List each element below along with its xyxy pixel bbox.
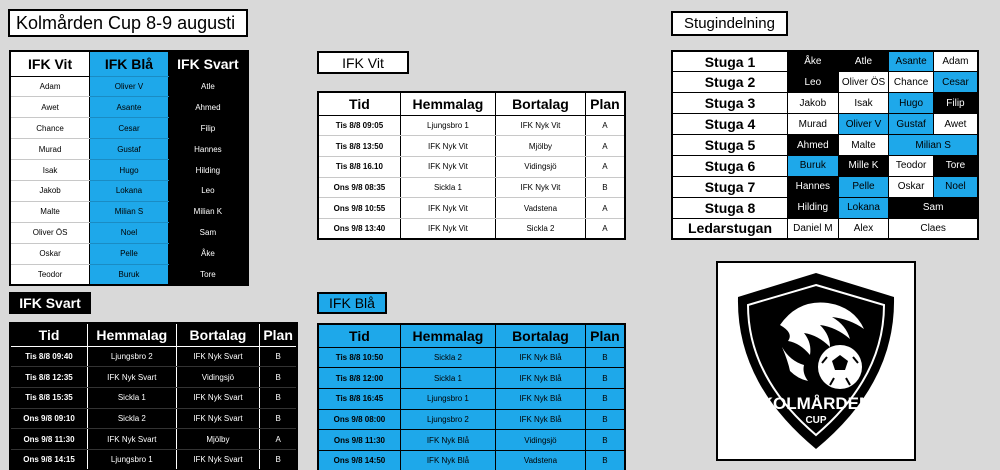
field: B xyxy=(260,449,297,470)
match-row xyxy=(318,156,625,177)
page-title: Kolmården Cup 8-9 augusti xyxy=(8,9,248,37)
roster-cell-vit: Murad xyxy=(10,139,90,160)
roster-header-bla: IFK Blå xyxy=(90,51,169,76)
away-team: Vidingsjö xyxy=(496,430,586,451)
cabin-member: Sam xyxy=(889,197,978,218)
col-hemmalag: Hemmalag xyxy=(400,324,495,347)
home-team: IFK Nyk Svart xyxy=(88,367,177,388)
cabin-member: Ahmed xyxy=(788,135,839,156)
field: B xyxy=(585,347,625,368)
home-team: Sickla 1 xyxy=(88,387,177,408)
cabin-name: Stuga 2 xyxy=(672,72,788,93)
cabin-member: Tore xyxy=(933,155,978,176)
cabin-row xyxy=(672,72,978,93)
cabin-member: Teodor xyxy=(889,155,934,176)
home-team: Sickla 2 xyxy=(88,408,177,429)
match-time: Ons 9/8 11:30 xyxy=(10,429,88,450)
match-row xyxy=(318,388,625,409)
match-time: Tis 8/8 13:50 xyxy=(318,136,400,157)
svart-schedule-table xyxy=(9,322,298,470)
cabin-row xyxy=(672,197,978,218)
vit-schedule-table xyxy=(317,91,626,240)
cabin-member: Lokana xyxy=(838,197,889,218)
match-time: Ons 9/8 11:30 xyxy=(318,430,400,451)
cabin-name: Stuga 6 xyxy=(672,155,788,176)
match-row xyxy=(318,115,625,136)
roster-row xyxy=(10,264,248,285)
home-team: Ljungsbro 2 xyxy=(400,409,495,430)
col-bortalag: Bortalag xyxy=(176,323,260,346)
roster-cell-vit: Chance xyxy=(10,118,90,139)
stugindelning-table xyxy=(671,50,979,240)
match-time: Tis 8/8 16.10 xyxy=(318,156,400,177)
roster-cell-vit: Isak xyxy=(10,160,90,181)
match-time: Tis 8/8 16:45 xyxy=(318,388,400,409)
away-team: IFK Nyk Blå xyxy=(496,368,586,389)
roster-cell-vit: Awet xyxy=(10,97,90,118)
away-team: IFK Nyk Vit xyxy=(496,177,586,198)
roster-cell-vit: Oskar xyxy=(10,243,90,264)
home-team: IFK Nyk Vit xyxy=(400,136,495,157)
roster-cell-bla: Gustaf xyxy=(90,139,169,160)
col-tid: Tid xyxy=(318,92,400,115)
cabin-row xyxy=(672,155,978,176)
home-team: Sickla 1 xyxy=(400,368,495,389)
match-row xyxy=(318,177,625,198)
cabin-name: Stuga 8 xyxy=(672,197,788,218)
away-team: IFK Nyk Svart xyxy=(176,346,260,367)
home-team: Ljungsbro 2 xyxy=(88,346,177,367)
match-time: Ons 9/8 08:00 xyxy=(318,409,400,430)
cabin-name: Stuga 5 xyxy=(672,135,788,156)
home-team: Sickla 2 xyxy=(400,347,495,368)
match-row xyxy=(318,136,625,157)
away-team: IFK Nyk Svart xyxy=(176,449,260,470)
home-team: Sickla 1 xyxy=(400,177,495,198)
schedule-header-row xyxy=(318,92,625,115)
cabin-member: Isak xyxy=(838,93,889,114)
match-row xyxy=(318,347,625,368)
cabin-member: Buruk xyxy=(788,155,839,176)
home-team: IFK Nyk Vit xyxy=(400,218,495,239)
match-row xyxy=(318,198,625,219)
cabin-member: Murad xyxy=(788,114,839,135)
cabin-member: Awet xyxy=(933,114,978,135)
col-plan: Plan xyxy=(585,324,625,347)
cabin-member: Asante xyxy=(889,51,934,72)
cabin-row xyxy=(672,135,978,156)
roster-header-svart: IFK Svart xyxy=(168,51,248,76)
col-plan: Plan xyxy=(260,323,297,346)
away-team: Mjölby xyxy=(496,136,586,157)
schedule-header-row xyxy=(10,323,297,346)
schedule-header-row xyxy=(318,324,625,347)
roster-cell-bla: Noel xyxy=(90,222,169,243)
field: B xyxy=(585,450,625,470)
match-time: Tis 8/8 15:35 xyxy=(10,387,88,408)
col-tid: Tid xyxy=(318,324,400,347)
cabin-member: Atle xyxy=(838,51,889,72)
cabin-name: Ledarstugan xyxy=(672,218,788,239)
cabin-member: Malte xyxy=(838,135,889,156)
roster-cell-bla: Asante xyxy=(90,97,169,118)
match-time: Tis 8/8 09:40 xyxy=(10,346,88,367)
field: B xyxy=(585,177,625,198)
col-tid: Tid xyxy=(10,323,88,346)
cabin-name: Stuga 3 xyxy=(672,93,788,114)
cabin-member: Chance xyxy=(889,72,934,93)
cabin-member: Alex xyxy=(838,218,889,239)
match-time: Ons 9/8 09:10 xyxy=(10,408,88,429)
team-roster-table xyxy=(9,50,249,286)
cabin-member: Jakob xyxy=(788,93,839,114)
cabin-member: Gustaf xyxy=(889,114,934,135)
cabin-row xyxy=(672,218,978,239)
field: B xyxy=(585,368,625,389)
col-bortalag: Bortalag xyxy=(496,324,586,347)
match-row xyxy=(10,429,297,450)
roster-cell-vit: Teodor xyxy=(10,264,90,285)
cabin-member: Oliver V xyxy=(838,114,889,135)
home-team: IFK Nyk Blå xyxy=(400,430,495,451)
roster-cell-svart: Milian K xyxy=(168,201,248,222)
cabin-member: Noel xyxy=(933,176,978,197)
logo-emblem xyxy=(718,263,914,459)
field: B xyxy=(585,430,625,451)
away-team: IFK Nyk Blå xyxy=(496,388,586,409)
away-team: Vadstena xyxy=(496,198,586,219)
field: A xyxy=(585,156,625,177)
match-row xyxy=(318,218,625,239)
roster-cell-svart: Sam xyxy=(168,222,248,243)
home-team: IFK Nyk Blå xyxy=(400,450,495,470)
col-hemmalag: Hemmalag xyxy=(88,323,177,346)
cabin-member: Hugo xyxy=(889,93,934,114)
away-team: Sickla 2 xyxy=(496,218,586,239)
cabin-member: Adam xyxy=(933,51,978,72)
cabin-row xyxy=(672,93,978,114)
home-team: Ljungsbro 1 xyxy=(400,388,495,409)
cabin-row xyxy=(672,51,978,72)
field: B xyxy=(260,408,297,429)
match-row xyxy=(318,368,625,389)
bla-section-title: IFK Blå xyxy=(317,292,387,314)
roster-cell-svart: Ahmed xyxy=(168,97,248,118)
cabin-name: Stuga 7 xyxy=(672,176,788,197)
stugindelning-title: Stugindelning xyxy=(671,11,788,36)
roster-row xyxy=(10,180,248,201)
field: B xyxy=(260,387,297,408)
logo-main-text: KOLMÅRDEN xyxy=(760,394,872,413)
home-team: IFK Nyk Svart xyxy=(88,429,177,450)
match-time: Tis 8/8 12:00 xyxy=(318,368,400,389)
cabin-name: Stuga 1 xyxy=(672,51,788,72)
field: A xyxy=(585,136,625,157)
logo-sub-text: CUP xyxy=(805,415,827,426)
away-team: IFK Nyk Svart xyxy=(176,387,260,408)
match-row xyxy=(318,430,625,451)
cabin-member: Hannes xyxy=(788,176,839,197)
match-time: Ons 9/8 10:55 xyxy=(318,198,400,219)
match-time: Tis 8/8 09:05 xyxy=(318,115,400,136)
roster-row xyxy=(10,76,248,97)
field: A xyxy=(585,115,625,136)
home-team: Ljungsbro 1 xyxy=(88,449,177,470)
field: A xyxy=(585,218,625,239)
roster-cell-vit: Adam xyxy=(10,76,90,97)
away-team: IFK Nyk Blå xyxy=(496,347,586,368)
cabin-member: Daniel M xyxy=(788,218,839,239)
roster-cell-vit: Oliver ÖS xyxy=(10,222,90,243)
cabin-member: Åke xyxy=(788,51,839,72)
roster-cell-bla: Pelle xyxy=(90,243,169,264)
roster-cell-svart: Hilding xyxy=(168,160,248,181)
home-team: IFK Nyk Vit xyxy=(400,156,495,177)
roster-cell-svart: Tore xyxy=(168,264,248,285)
roster-row xyxy=(10,118,248,139)
match-row xyxy=(10,408,297,429)
cabin-member: Hilding xyxy=(788,197,839,218)
field: B xyxy=(260,367,297,388)
bla-schedule-table xyxy=(317,323,626,470)
cabin-row xyxy=(672,114,978,135)
match-time: Tis 8/8 10:50 xyxy=(318,347,400,368)
roster-row xyxy=(10,139,248,160)
roster-cell-vit: Jakob xyxy=(10,180,90,201)
roster-row xyxy=(10,97,248,118)
match-row xyxy=(318,409,625,430)
roster-row xyxy=(10,222,248,243)
svart-section-title: IFK Svart xyxy=(9,292,91,314)
match-time: Tis 8/8 12:35 xyxy=(10,367,88,388)
cabin-member: Milian S xyxy=(889,135,978,156)
field: B xyxy=(585,409,625,430)
away-team: Vidingsjö xyxy=(496,156,586,177)
roster-row xyxy=(10,243,248,264)
roster-header-vit: IFK Vit xyxy=(10,51,90,76)
away-team: IFK Nyk Svart xyxy=(176,408,260,429)
cabin-name: Stuga 4 xyxy=(672,114,788,135)
roster-cell-bla: Oliver V xyxy=(90,76,169,97)
away-team: IFK Nyk Vit xyxy=(496,115,586,136)
cabin-member: Claes xyxy=(889,218,978,239)
match-row xyxy=(10,367,297,388)
home-team: IFK Nyk Vit xyxy=(400,198,495,219)
cabin-member: Pelle xyxy=(838,176,889,197)
match-row xyxy=(10,449,297,470)
roster-row xyxy=(10,201,248,222)
roster-row xyxy=(10,160,248,181)
roster-cell-svart: Hannes xyxy=(168,139,248,160)
away-team: Vadstena xyxy=(496,450,586,470)
roster-cell-vit: Malte xyxy=(10,201,90,222)
field: B xyxy=(585,388,625,409)
field: A xyxy=(585,198,625,219)
match-row xyxy=(10,346,297,367)
match-time: Ons 9/8 13:40 xyxy=(318,218,400,239)
cabin-member: Mille K xyxy=(838,155,889,176)
roster-cell-svart: Atle xyxy=(168,76,248,97)
away-team: Mjölby xyxy=(176,429,260,450)
cabin-member: Cesar xyxy=(933,72,978,93)
roster-cell-svart: Åke xyxy=(168,243,248,264)
roster-cell-bla: Lokana xyxy=(90,180,169,201)
roster-cell-bla: Hugo xyxy=(90,160,169,181)
roster-cell-svart: Filip xyxy=(168,118,248,139)
cabin-member: Filip xyxy=(933,93,978,114)
roster-header-row xyxy=(10,51,248,76)
match-row xyxy=(10,387,297,408)
col-hemmalag: Hemmalag xyxy=(400,92,495,115)
roster-cell-bla: Cesar xyxy=(90,118,169,139)
match-time: Ons 9/8 14:50 xyxy=(318,450,400,470)
away-team: Vidingsjö xyxy=(176,367,260,388)
match-time: Ons 9/8 08:35 xyxy=(318,177,400,198)
kolmarden-cup-logo xyxy=(716,261,916,461)
roster-cell-svart: Leo xyxy=(168,180,248,201)
field: B xyxy=(260,346,297,367)
col-bortalag: Bortalag xyxy=(496,92,586,115)
roster-cell-bla: Buruk xyxy=(90,264,169,285)
cabin-member: Oskar xyxy=(889,176,934,197)
match-row xyxy=(318,450,625,470)
match-time: Ons 9/8 14:15 xyxy=(10,449,88,470)
col-plan: Plan xyxy=(585,92,625,115)
home-team: Ljungsbro 1 xyxy=(400,115,495,136)
cabin-row xyxy=(672,176,978,197)
cabin-member: Oliver ÖS xyxy=(838,72,889,93)
cabin-member: Leo xyxy=(788,72,839,93)
field: A xyxy=(260,429,297,450)
roster-cell-bla: Milian S xyxy=(90,201,169,222)
vit-section-title: IFK Vit xyxy=(317,51,409,74)
away-team: IFK Nyk Blå xyxy=(496,409,586,430)
